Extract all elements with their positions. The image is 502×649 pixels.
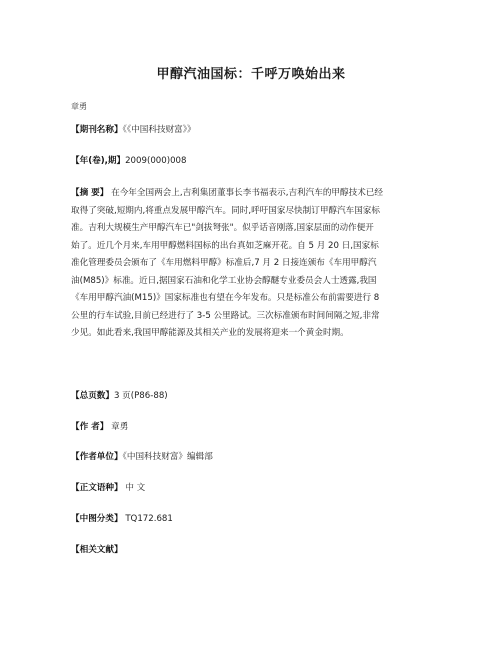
abstract-line <box>71 185 431 203</box>
article-title: 甲醇汽油国标：千呼万唤始出来 <box>156 67 346 82</box>
language-field <box>71 482 145 494</box>
language-label: 【正文语种】 <box>71 483 123 493</box>
article-author-line: 章勇 <box>71 102 87 111</box>
abstract-line: 取得了突破,短期内,将重点发展甲醇汽车。同时,呼吁国家尽快制订甲醇汽车国家标 <box>71 205 380 216</box>
pages-value: 3 页(P86-88) <box>113 391 168 401</box>
journal-label: 【期刊名称】 <box>71 125 123 135</box>
abstract-line: 准化管理委员会颁布了《车用燃料甲醇》标准后,7 月 2 日接连颁布《车用甲醇汽 <box>71 258 377 268</box>
related-field <box>71 544 123 556</box>
year-label: 【年(卷),期】 <box>71 156 126 166</box>
pages-label: 【总页数】 <box>71 391 114 401</box>
affiliation-field <box>71 451 213 463</box>
abstract-text: 在今年全国两会上,吉利集团董事长李书福表示,吉利汽车的甲醇技术已经 <box>111 188 383 198</box>
clc-field <box>71 513 173 525</box>
journal-field <box>71 124 196 136</box>
journal-value: 《《中国科技财富》》 <box>122 125 196 135</box>
year-field <box>71 155 186 167</box>
clc-value: TQ172.681 <box>125 514 173 524</box>
related-label: 【相关文献】 <box>71 545 123 555</box>
author-field <box>71 421 128 433</box>
abstract-label: 【摘 要】 <box>71 188 109 198</box>
abstract-line: 油(M85)》标准。近日,据国家石油和化学工业协会醇醚专业委员会人士透露,我国 <box>71 275 377 286</box>
abstract-block <box>71 185 431 343</box>
abstract-line: 《车用甲醇汽油(M15)》国家标准也有望在今年发布。只是标准公布前需要进行 8 <box>71 293 380 303</box>
affiliation-label: 【作者单位】 <box>71 452 123 462</box>
year-value: 2009(000)008 <box>125 156 187 166</box>
author-label: 【作 者】 <box>71 422 109 432</box>
pages-field <box>71 390 168 402</box>
language-value: 中 文 <box>125 483 146 493</box>
abstract-line: 准。吉利大规模生产甲醇汽车已"剑拔弩张"。似乎话音刚落,国家层面的动作便开 <box>71 223 374 233</box>
abstract-line: 始了。近几个月来,车用甲醇燃料国标的出台真如芝麻开花。自 5 月 20 日,国家标 <box>71 240 379 251</box>
affiliation-value: 《中国科技财富》编辑部 <box>122 452 213 462</box>
author-value: 章勇 <box>111 422 129 432</box>
abstract-line: 公里的行车试验,目前已经进行了 3-5 公里路试。三次标准颁布时间间隔之短,非常 <box>71 310 380 321</box>
abstract-line: 少见。如此看来,我国甲醇能源及其相关产业的发展将迎来一个黄金时期。 <box>71 328 349 338</box>
clc-label: 【中图分类】 <box>71 514 123 524</box>
